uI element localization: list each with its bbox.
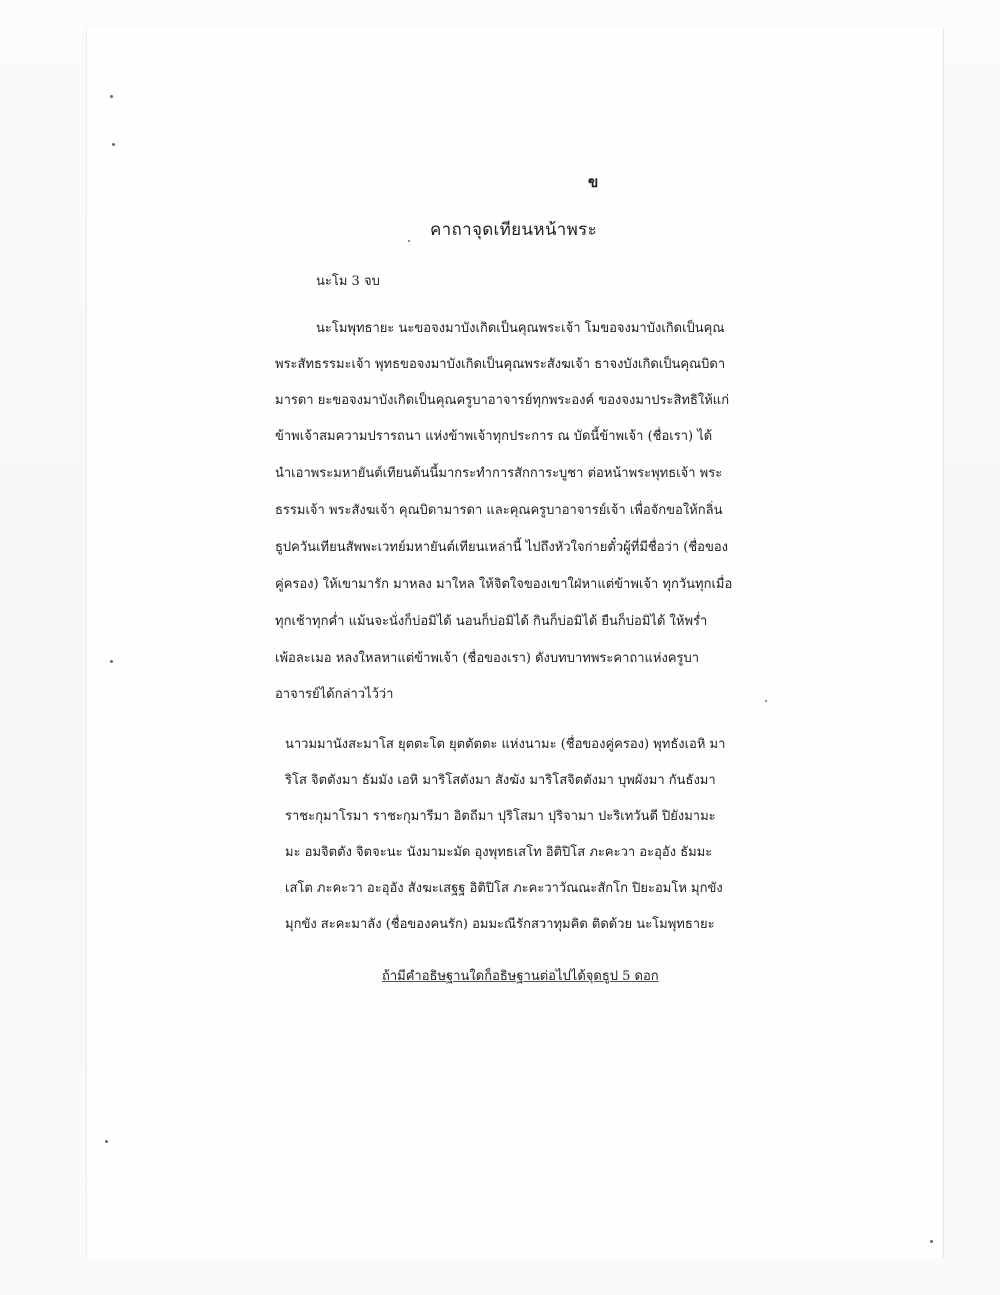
paragraph1-line: มารดา ยะขอจงมาบังเกิดเป็นคุณครูบาอาจารย์ทุกพระองค์ ของจงมาประสิทธิให้แก่ (275, 393, 730, 408)
paragraph2-line: เสโต ภะคะวา อะอุอัง สังฆะเสฐฐ อิติปิโส ภะคะวาวัณณะสักโก ปิยะอมโห มุกขัง (285, 881, 723, 896)
scan-speck (110, 660, 113, 663)
footer-note: ถ้ามีคำอธิษฐานใดก็อธิษฐานต่อไปได้จุดธูป 5 ดอก (382, 969, 659, 984)
page-number: ข (588, 173, 599, 191)
paragraph1-line: ธูปควันเทียนสัพพะเวทย์มหายันต์เทียนเหล่านี้ ไปถึงหัวใจก่ายตั๋วผู้ที่มีชื่อว่า (ชื่อของ (275, 540, 729, 555)
paragraph2-line: นาวมมานังสะมาโส ยุตตะโต ยุตตัตตะ แห่งนามะ (ชื่อของคู่ครอง) พุทธังเอหิ มา (285, 737, 726, 752)
paragraph1-line: คู่ครอง) ให้เขามารัก มาหลง มาใหล ให้จิตใจของเขาใฝ่หาแต่ข้าพเจ้า ทุกวันทุกเมื่อ (275, 577, 733, 592)
scan-speck (105, 1140, 108, 1143)
page-sheet (86, 28, 944, 1258)
paragraph1-line: พระสัทธรรมะเจ้า พุทธขอจงมาบังเกิดเป็นคุณพระสังฆเจ้า ธาจงบังเกิดเป็นคุณบิดา (275, 357, 726, 372)
paragraph1-line: ทุกเช้าทุกค่ำ แม้นจะนั่งก็บ่อมิได้ นอนก็บ่อมิได้ กินก็บ่อมิได้ ยืนก็บ่อมิได้ ให้พร่ำ (275, 614, 708, 629)
paragraph1-line: ธรรมเจ้า พระสังฆเจ้า คุณบิดามารดา และคุณครูบาอาจารย์เจ้า เพื่อจักขอให้กลิ่น (275, 503, 723, 518)
scan-speck (112, 143, 115, 146)
scan-speck (765, 700, 767, 702)
paragraph1-line: นำเอาพระมหายันต์เทียนต้นนี้มากระทำการสักการะบูชา ต่อหน้าพระพุทธเจ้า พระ (275, 466, 723, 481)
paragraph1-line: อาจารย์ได้กล่าวไว้ว่า (275, 687, 394, 702)
paragraph1-line: นะโมพุทธายะ นะขอจงมาบังเกิดเป็นคุณพระเจ้า โมขอจงมาบังเกิดเป็นคุณ (316, 321, 725, 336)
paragraph2-line: มุกขัง สะคะมาลัง (ชื่อของคนรัก) อมมะณีรักสวาทุมคิด ติดด้วย นะโมพุทธายะ (285, 917, 715, 932)
intro-line: นะโม 3 จบ (316, 274, 380, 289)
paragraph1-line: ข้าพเจ้าสมความปรารถนา แห่งข้าพเจ้าทุกประการ ณ บัดนี้ข้าพเจ้า (ชื่อเรา) ได้ (275, 429, 713, 444)
paragraph1-line: เพ้อละเมอ หลงใหลหาแต่ข้าพเจ้า (ชื่อของเรา) ดังบทบาทพระคาถาแห่งครูบา (275, 651, 700, 666)
scan-speck (930, 1240, 933, 1243)
paragraph2-line: มะ อมจิตตัง จิตจะนะ นังมามะมัด อุงพุทธเสโท อิติปิโส ภะคะวา อะอุอัง ธัมมะ (285, 845, 713, 860)
scan-speck (110, 95, 113, 98)
page-title: คาถาจุดเทียนหน้าพระ (430, 220, 597, 240)
paragraph2-line: ริโส จิตตังมา ธัมมัง เอหิ มาริโสตังมา สังฆัง มาริโสจิตตังมา บุพผังมา กันธังมา (285, 773, 716, 788)
scan-speck (408, 240, 410, 242)
paragraph2-line: ราชะกุมาโรมา ราชะกุมารีมา อิตถีมา ปุริโสมา ปุริจามา ปะริเทวันตี ปิยังมามะ (285, 809, 716, 824)
